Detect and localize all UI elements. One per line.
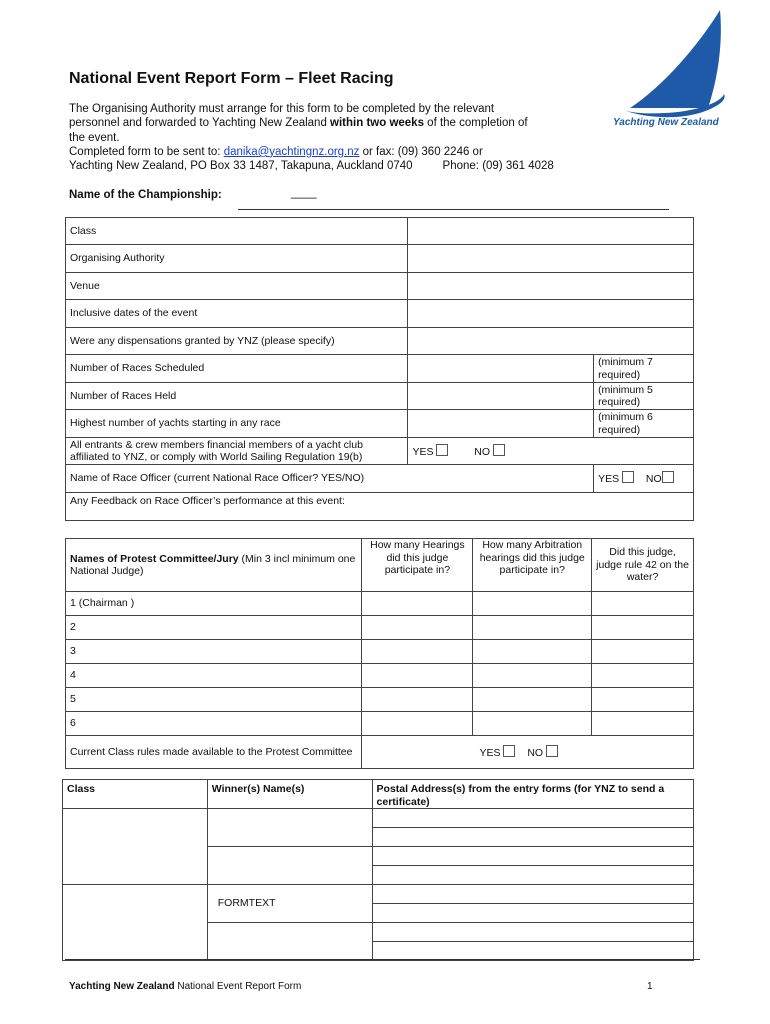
jury-row-label[interactable]: 6 <box>66 712 362 736</box>
class-rules-yes-checkbox[interactable] <box>503 745 515 757</box>
hearings-cell[interactable] <box>362 616 473 640</box>
row-label: All entrants & crew members financial members of a yacht club affiliated to YNZ, or comply with World Sailing Regulation 19(b) <box>66 438 408 465</box>
jury-row-label[interactable]: 1 (Chairman ) <box>66 592 362 616</box>
class-rules-label: Current Class rules made available to the Protest Committee <box>66 736 362 769</box>
address-cell[interactable] <box>372 942 693 961</box>
race-officer-yes-no: YES NO <box>594 465 694 493</box>
arbitration-cell[interactable] <box>473 712 592 736</box>
footer-rule <box>65 959 700 960</box>
dates-field[interactable] <box>408 300 694 328</box>
organising-authority-field[interactable] <box>408 245 694 273</box>
formtext-placeholder: FORMTEXT <box>217 897 276 910</box>
winner-name-cell[interactable] <box>207 923 372 961</box>
arbitration-cell[interactable] <box>473 616 592 640</box>
arbitration-cell[interactable] <box>473 640 592 664</box>
jury-header-arbitration: How many Arbitration hearings did this judge participate in? <box>473 539 592 592</box>
championship-blank[interactable]: ____ <box>291 187 317 199</box>
class-rules-yes-no: YES NO <box>362 736 694 769</box>
jury-row-label[interactable]: 5 <box>66 688 362 712</box>
class-field[interactable] <box>408 218 694 245</box>
winners-header-address: Postal Address(s) from the entry forms (for YNZ to send a certificate) <box>372 780 693 809</box>
minimum-note: (minimum 5 required) <box>594 383 694 410</box>
venue-field[interactable] <box>408 273 694 300</box>
minimum-note: (minimum 7 required) <box>594 355 694 383</box>
winners-header-class: Class <box>63 780 208 809</box>
feedback-field[interactable]: Any Feedback on Race Officer’s performance at this event: <box>66 493 694 521</box>
hearings-cell[interactable] <box>362 664 473 688</box>
logo-text: Yachting New Zealand <box>613 117 719 128</box>
email-link[interactable]: danika@yachtingnz.org.nz <box>223 145 360 158</box>
jury-row-label[interactable]: 3 <box>66 640 362 664</box>
dispensations-field[interactable] <box>408 328 694 355</box>
hearings-cell[interactable] <box>362 640 473 664</box>
financial-yes-checkbox[interactable] <box>436 444 448 456</box>
hearings-cell[interactable] <box>362 592 473 616</box>
row-label: Inclusive dates of the event <box>66 300 408 328</box>
address-cell[interactable] <box>372 809 693 828</box>
rule42-cell[interactable] <box>592 592 694 616</box>
jury-table <box>65 538 694 769</box>
page-number: 1 <box>647 981 653 992</box>
address-cell[interactable] <box>372 923 693 942</box>
rule42-cell[interactable] <box>592 688 694 712</box>
jury-row-label[interactable]: 4 <box>66 664 362 688</box>
address-cell[interactable] <box>372 904 693 923</box>
winner-name-cell[interactable] <box>207 885 372 923</box>
arbitration-cell[interactable] <box>473 664 592 688</box>
row-label: Highest number of yachts starting in any race <box>66 410 408 438</box>
row-label: Number of Races Held <box>66 383 408 410</box>
address-cell[interactable] <box>372 866 693 885</box>
rule42-cell[interactable] <box>592 616 694 640</box>
row-label: Class <box>66 218 408 245</box>
winners-header-names: Winner(s) Name(s) <box>207 780 372 809</box>
jury-header-names: Names of Protest Committee/Jury (Min 3 incl minimum one National Judge) <box>66 539 362 592</box>
page-title: National Event Report Form – Fleet Racing <box>69 70 394 87</box>
address-cell[interactable] <box>372 847 693 866</box>
race-officer-no-checkbox[interactable] <box>662 471 674 483</box>
hearings-cell[interactable] <box>362 688 473 712</box>
row-label: Organising Authority <box>66 245 408 273</box>
row-label: Name of Race Officer (current National Race Officer? YES/NO) <box>66 465 594 493</box>
address-cell[interactable] <box>372 828 693 847</box>
footer-text: Yachting New Zealand National Event Report Form <box>69 981 302 992</box>
financial-yes-no: YES NO <box>408 438 694 465</box>
row-label: Venue <box>66 273 408 300</box>
rule42-cell[interactable] <box>592 664 694 688</box>
winner-name-cell[interactable] <box>207 809 372 847</box>
event-table <box>65 217 694 521</box>
minimum-note: (minimum 6 required) <box>594 410 694 438</box>
address-cell[interactable] <box>372 885 693 904</box>
races-scheduled-field[interactable] <box>408 355 594 383</box>
rule42-cell[interactable] <box>592 640 694 664</box>
winners-table <box>62 779 694 961</box>
highest-yachts-field[interactable] <box>408 410 594 438</box>
arbitration-cell[interactable] <box>473 592 592 616</box>
championship-line <box>238 209 669 210</box>
championship-label: Name of the Championship: <box>69 189 222 201</box>
winner-class-cell[interactable] <box>63 885 208 961</box>
arbitration-cell[interactable] <box>473 688 592 712</box>
financial-no-checkbox[interactable] <box>493 444 505 456</box>
jury-header-rule42: Did this judge, judge rule 42 on the water? <box>592 539 694 592</box>
jury-row-label[interactable]: 2 <box>66 616 362 640</box>
hearings-cell[interactable] <box>362 712 473 736</box>
class-rules-no-checkbox[interactable] <box>546 745 558 757</box>
races-held-field[interactable] <box>408 383 594 410</box>
row-label: Were any dispensations granted by YNZ (please specify) <box>66 328 408 355</box>
winner-name-cell[interactable] <box>207 847 372 885</box>
yachting-nz-logo <box>608 8 738 133</box>
intro-text: The Organising Authority must arrange for this form to be completed by the relevant personnel and forwarded to Yachting New Zealand within two weeks of the completion of the event. Completed form to be sent to: danika@yachtingnz.org.nz or fax: (09) 360 2246 or Yachting New Zealand, PO Box 33 1487, Takapuna, Auckland 0740 Phone: (09) 361 4028 <box>69 103 554 173</box>
rule42-cell[interactable] <box>592 712 694 736</box>
row-label: Number of Races Scheduled <box>66 355 408 383</box>
winner-class-cell[interactable] <box>63 809 208 885</box>
race-officer-yes-checkbox[interactable] <box>622 471 634 483</box>
jury-header-hearings: How many Hearings did this judge participate in? <box>362 539 473 592</box>
